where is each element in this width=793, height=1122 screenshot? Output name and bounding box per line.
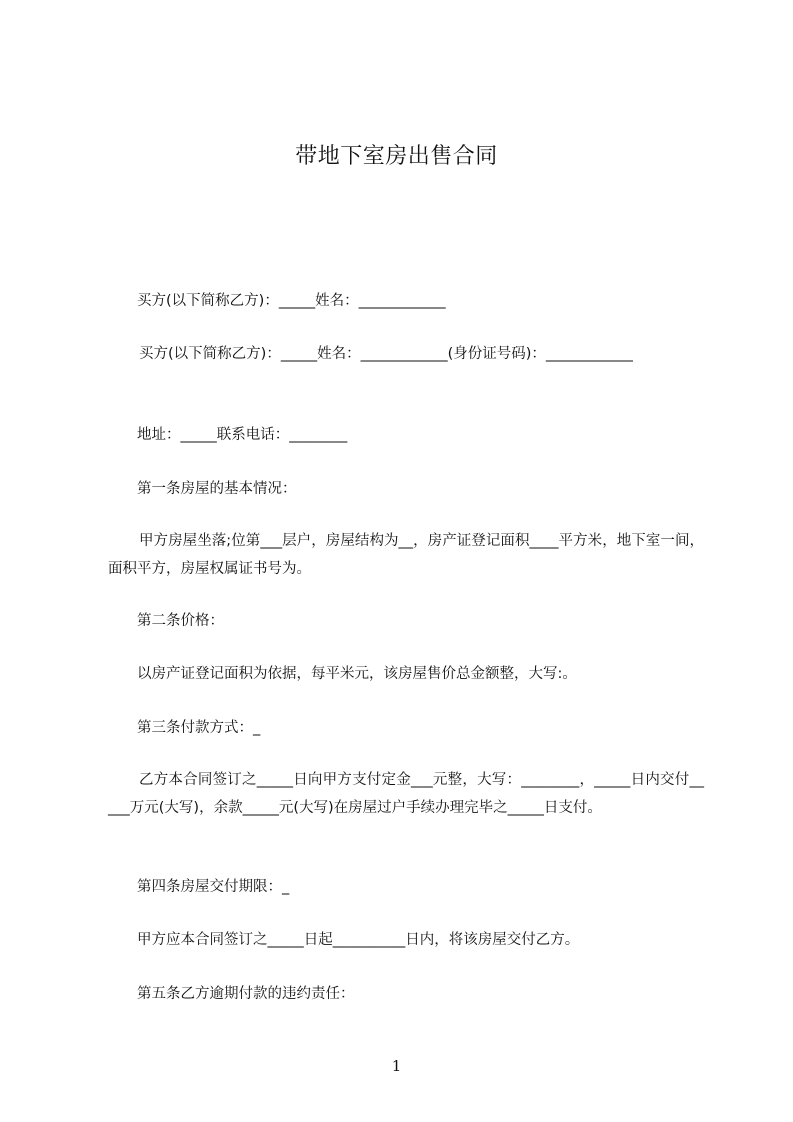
article-2-heading: 第二条价格：	[137, 613, 224, 629]
article-1-heading: 第一条房屋的基本情况：	[137, 481, 297, 497]
article-3-body: 乙方本合同签订之_____日向甲方支付定金___元整，大写：________，_____日内交付_____万元(大写)，余款_____元(大写)在房屋过户手续办理完毕之_____日支付。	[108, 772, 704, 816]
buyer-line-2: 买方(以下简称乙方)：_____姓名：____________(身份证号码)：____________	[139, 346, 633, 362]
article-5-heading: 第五条乙方逾期付款的违约责任：	[137, 986, 355, 1002]
article-1-body: 甲方房屋坐落;位第___层户，房屋结构为__，房产证登记面积____平方米，地下室一间，面积平方，房屋权属证书号为。	[108, 533, 704, 577]
page-number: 1	[391, 1057, 402, 1075]
buyer-line-1: 买方(以下简称乙方)：_____姓名：____________	[137, 293, 446, 309]
article-4-heading: 第四条房屋交付期限：_	[137, 879, 290, 895]
article-3-heading: 第三条付款方式：_	[137, 720, 261, 736]
article-4-body: 甲方应本合同签订之_____日起__________日内，将该房屋交付乙方。	[137, 932, 580, 948]
article-2-body: 以房产证登记面积为依据，每平米元，该房屋售价总金额整，大写:。	[137, 666, 577, 682]
address-line: 地址：_____联系电话：________	[137, 427, 348, 443]
document-title: 带地下室房出售合同	[295, 144, 498, 169]
